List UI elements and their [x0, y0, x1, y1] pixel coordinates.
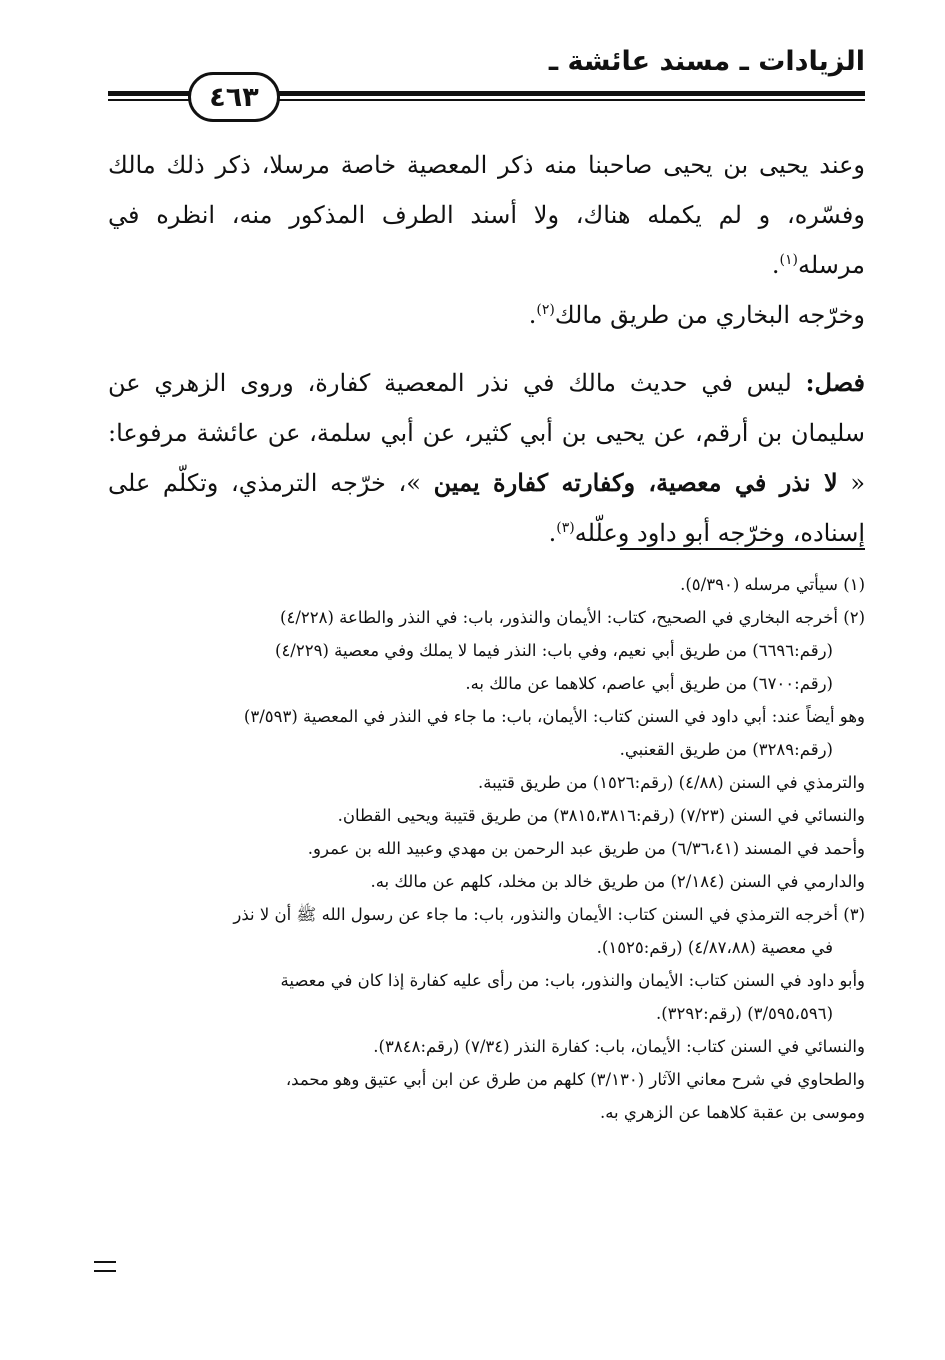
- footnote-line: وأبو داود في السنن كتاب: الأيمان والنذور، باب: من رأى عليه كفارة إذا كان في معصية: [280, 971, 865, 990]
- bottom-equals-mark: [94, 1261, 116, 1272]
- paragraph-3-text-b: »، خرّجه الترمذي، وتكلّم على إسناده، وخرّجه أبو داود وعلّله: [108, 469, 865, 547]
- footnote-line: والطحاوي في شرح معاني الآثار (٣/١٣٠) كلهم من طرق عن ابن أبي عتيق وهو محمد،: [285, 1070, 865, 1089]
- footnotes: [108, 568, 865, 1129]
- footnote-line: والترمذي في السنن (٤/٨٨) (رقم:١٥٢٦) من طريق قتيبة.: [478, 773, 865, 792]
- paragraph-1: وعند يحيى بن يحيى صاحبنا منه ذكر المعصية خاصة مرسلا، ذكر ذلك مالك وفسّره، و لم يكمله هناك، ولا أسند الطرف المذكور منه، انظره في مرسله$^{(١)}$.: [108, 151, 865, 279]
- section-lead: فصل:: [805, 368, 865, 397]
- footnote-line: والنسائي في السنن كتاب: الأيمان، باب: كفارة النذر (٧/٣٤) (رقم:٣٨٤٨).: [373, 1037, 865, 1056]
- footnote-separator: [620, 548, 865, 550]
- footnote-line: (١) سيأتي مرسله (٥/٣٩٠).: [680, 575, 865, 594]
- hadith-text: لا نذر في معصية، وكفارته كفارة يمين: [433, 468, 838, 497]
- footnote-line: (رقم:٦٧٠٠) من طريق أبي عاصم، كلاهما عن مالك به.: [465, 674, 833, 693]
- footnote-line: وهو أيضاً عند: أبي داود في السنن كتاب: الأيمان، باب: ما جاء في النذر في المعصية (٣/٥٩٣): [243, 707, 865, 726]
- note-ref-3: (٣): [556, 520, 575, 536]
- note-ref-2: (٢): [536, 302, 555, 318]
- note-ref-1: (١): [779, 252, 798, 268]
- footnote-line: وأحمد في المسند (٦/٣٦،٤١) من طريق عبد الرحمن بن مهدي وعبيد الله بن عمرو.: [307, 839, 865, 858]
- footnote-line: (٣/٥٩٥،٥٩٦) (رقم:٣٢٩٢).: [655, 1004, 833, 1023]
- footnote-line: (رقم:٦٦٩٦) من طريق أبي نعيم، وفي باب: النذر فيما لا يملك وفي معصية (٤/٢٢٩): [275, 641, 833, 660]
- paragraph-1-text: وعند يحيى بن يحيى صاحبنا منه ذكر المعصية خاصة مرسلا، ذكر ذلك مالك وفسّره، و لم يكمله هناك، ولا أسند الطرف المذكور منه، انظره في مرسله: [108, 151, 865, 279]
- paragraph-2-text: وخرّجه البخاري من طريق مالك: [554, 301, 865, 329]
- footnote-line: وموسى بن عقبة كلاهما عن الزهري به.: [599, 1103, 865, 1122]
- footnote-line: (٢) أخرجه البخاري في الصحيح، كتاب: الأيمان والنذور، باب: في النذر والطاعة (٤/٢٢٨): [280, 608, 865, 627]
- paragraph-3-text-a: ليس في حديث مالك في نذر المعصية كفارة، وروى الزهري عن سليمان بن أرقم، عن يحيى بن أبي كثير، عن أبي سلمة، عن عائشة مرفوعا: «: [108, 369, 865, 497]
- page-number: ٤٦٣: [209, 81, 259, 113]
- paragraph-3: فصل: ليس في حديث مالك في نذر المعصية كفارة، وروى الزهري عن سليمان بن أرقم، عن يحيى بن أبي كثير، عن أبي سلمة، عن عائشة مرفوعا: « لا نذر في معصية، وكفارته كفارة يمين »، خرّجه الترمذي، وتكلّم على إسناده، وخرّجه أبو داود وعلّله$^{(٣)}$.: [108, 368, 865, 547]
- paragraph-2: وخرّجه البخاري من طريق مالك$^{(٢)}$.: [528, 301, 865, 329]
- footnote-line: (رقم:٣٢٨٩) من طريق القعنبي.: [619, 740, 833, 759]
- page-number-badge: [188, 72, 280, 122]
- footnote-line: والدارمي في السنن (٢/١٨٤) من طريق خالد بن مخلد، كلهم عن مالك به.: [370, 872, 865, 891]
- footnote-line: والنسائي في السنن (٧/٢٣) (رقم:٣٨١٥،٣٨١٦) من طريق قتيبة ويحيى القطان.: [337, 806, 865, 825]
- running-title: الزيادات ـ مسند عائشة ـ: [548, 46, 865, 77]
- main-text: [108, 140, 865, 558]
- footnote-line: في معصية (٤/٨٧،٨٨) (رقم:١٥٢٥).: [596, 938, 833, 957]
- footnote-line: (٣) أخرجه الترمذي في السنن كتاب: الأيمان والنذور، باب: ما جاء عن رسول الله ﷺ أن لا نذر: [233, 905, 865, 924]
